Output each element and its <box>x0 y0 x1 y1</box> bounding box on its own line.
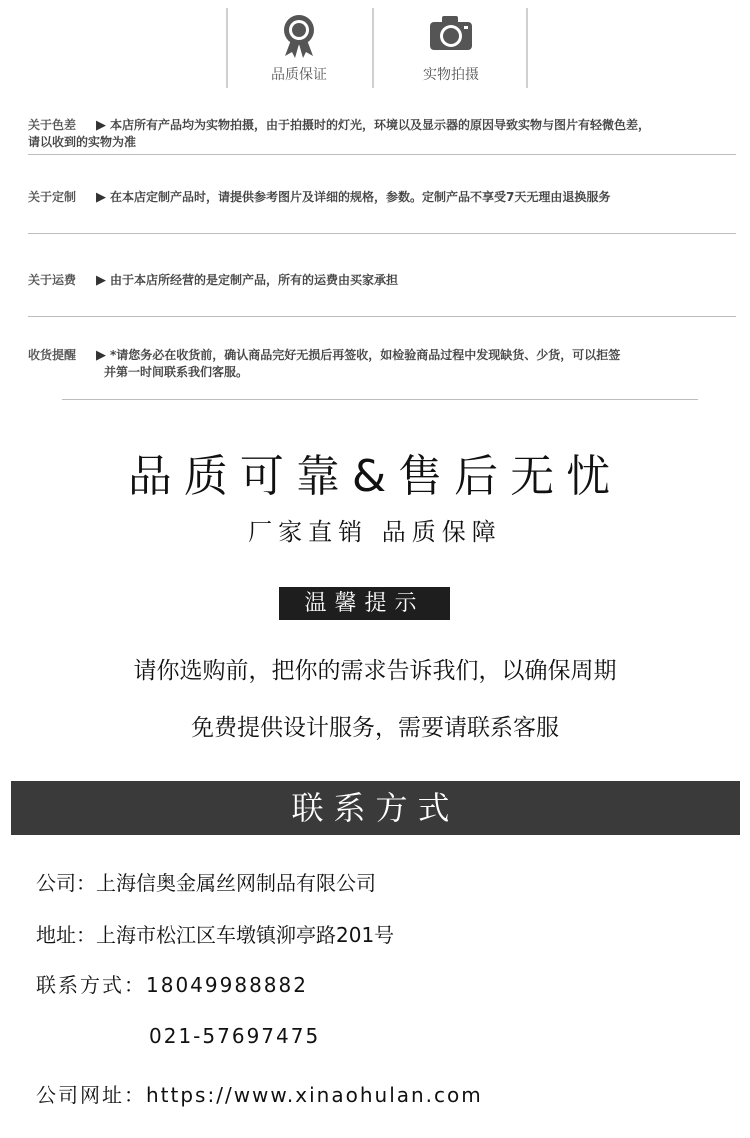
contact-address <box>36 919 394 948</box>
badge-label: 品质保证 <box>271 67 327 83</box>
badge-quality <box>229 14 369 84</box>
arrow-right-icon: ▶ <box>96 348 106 363</box>
arrow-right-icon: ▶ <box>96 190 106 205</box>
company-label: 公司： <box>36 871 96 895</box>
contact-website <box>36 1079 483 1108</box>
contact-company <box>36 867 376 896</box>
camera-icon <box>381 14 521 54</box>
phone-label: 联系方式： <box>36 973 146 997</box>
notice-key: 关于色差 <box>28 118 77 132</box>
company-value: 上海信奥金属丝网制品有限公司 <box>96 871 376 895</box>
subline: 厂家直销 品质保障 <box>248 518 502 546</box>
badge-real-photo <box>381 14 521 84</box>
notice-text-cont: 并第一时间联系我们客服。 <box>104 365 249 379</box>
arrow-right-icon: ▶ <box>96 118 106 133</box>
divider <box>372 8 374 88</box>
notice-key: 关于定制 <box>28 190 77 204</box>
divider <box>526 8 528 88</box>
divider <box>62 399 698 400</box>
divider <box>28 154 736 155</box>
notice-color-difference <box>28 117 740 151</box>
phone-value: 18049988882 <box>146 973 308 997</box>
contact-phone <box>36 969 308 998</box>
tip-line: 免费提供设计服务，需要请联系客服 <box>191 715 559 741</box>
notice-customization <box>28 189 740 206</box>
divider <box>28 316 736 317</box>
address-value: 上海市松江区车墩镇泖亭路201号 <box>96 923 395 947</box>
website-label: 公司网址： <box>36 1083 146 1107</box>
notice-receipt <box>28 347 740 381</box>
divider <box>28 233 736 234</box>
contact-title: 联系方式 <box>11 781 740 835</box>
headline: 品质可靠&售后无忧 <box>127 451 623 502</box>
contact-phone-2 <box>149 1024 320 1048</box>
award-ribbon-icon <box>229 14 369 58</box>
notice-text: 本店所有产品均为实物拍摄，由于拍摄时的灯光，环境以及显示器的原因导致实物与图片有轻微色差， <box>110 118 651 132</box>
notice-text-cont: 请以收到的实物为准 <box>28 135 137 149</box>
notice-text: 在本店定制产品时，请提供参考图片及详细的规格，参数。定制产品不享受7天无理由退换服务 <box>110 190 611 204</box>
tip-title: 温馨提示 <box>279 587 450 620</box>
website-link[interactable]: https://www.xinaohulan.com <box>146 1083 483 1107</box>
divider <box>226 8 228 88</box>
notice-key: 收货提醒 <box>28 348 77 362</box>
notice-text: 由于本店所经营的是定制产品，所有的运费由买家承担 <box>110 273 399 287</box>
badge-label: 实物拍摄 <box>423 67 479 83</box>
phone-value-2: 021-57697475 <box>149 1024 321 1048</box>
address-label: 地址： <box>36 923 96 947</box>
tip-line: 请你选购前，把你的需求告诉我们，以确保周期 <box>133 658 617 684</box>
notice-shipping <box>28 272 740 289</box>
notice-key: 关于运费 <box>28 273 77 287</box>
arrow-right-icon: ▶ <box>96 273 106 288</box>
notice-text: *请您务必在收货前，确认商品完好无损后再签收，如检验商品过程中发现缺货、少货，可以拒签 <box>110 348 621 362</box>
